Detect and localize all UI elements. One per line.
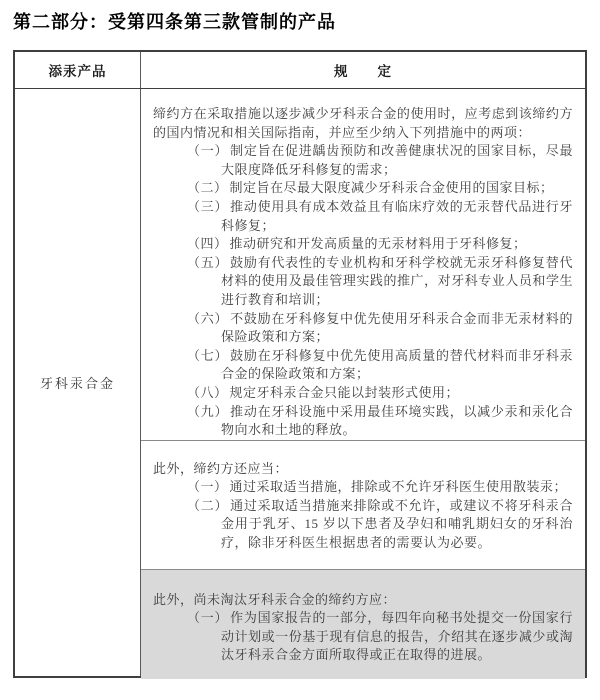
item-marker: （四）: [187, 236, 228, 252]
header-cell-product: 添汞产品: [15, 52, 141, 88]
item-marker: （六）: [187, 310, 229, 326]
item-text: 鼓励在牙科修复中优先使用高质量的替代材料而非牙科汞合金的保险政策和方案；: [221, 347, 573, 382]
list-item: [153, 384, 573, 403]
list-item: [153, 478, 573, 497]
item-text: 作为国家报告的一部分，每四年向秘书处提交一份国家行动计划或一份基于现有信息的报告，介绍其在逐步减少或淘汰牙科汞合金方面所取得或正在取得的进展。: [221, 610, 573, 663]
item-marker: （三）: [187, 198, 229, 214]
item-marker: （九）: [187, 403, 229, 419]
section-intro: 缔约方在采取措施以逐步减少牙科汞合金的使用时，应考虑到该缔约方的国内情况和相关国际指南，并应至少纳入下列措施中的两项：: [153, 106, 573, 140]
item-text: 鼓励有代表性的专业机构和牙科学校就无汞牙科修复替代材料的使用及最佳管理实践的推广，对牙科专业人员和学生进行教育和培训；: [221, 254, 573, 307]
table-body-row: [15, 89, 585, 676]
item-marker: （二）: [187, 497, 229, 513]
item-marker: （八）: [187, 384, 228, 400]
item-text: 不鼓励在牙科修复中优先使用牙科汞合金而非无汞材料的保险政策和方案；: [221, 310, 573, 345]
regulation-section-measures: [141, 89, 585, 440]
list-item: [153, 142, 573, 179]
item-marker: （七）: [187, 347, 229, 363]
item-text: 通过采取适当措施，排除或不允许牙科医生使用散装汞；: [229, 479, 568, 495]
list-item: [153, 609, 573, 665]
list-item: [153, 497, 573, 553]
item-marker: （一）: [187, 479, 228, 495]
list-item: [153, 347, 573, 384]
section-intro: 此外，尚未淘汰牙科汞合金的缔约方应：: [153, 591, 397, 607]
item-marker: （一）: [187, 610, 229, 626]
item-text: 推动研究和开发高质量的无汞材料用于牙科修复；: [229, 236, 527, 252]
item-text: 推动在牙科设施中采用最佳环境实践，以减少汞和汞化合物向水和土地的释放。: [221, 403, 573, 438]
item-text: 规定牙科汞合金只能以封装形式使用；: [229, 384, 460, 400]
product-name-cell: 牙科汞合金: [15, 89, 141, 676]
list-item: [153, 235, 573, 254]
list-item: [153, 403, 573, 440]
page-title: 第二部分：受第四条第三款管制的产品: [13, 12, 336, 32]
list-item: [153, 310, 573, 347]
item-marker: （二）: [187, 180, 228, 196]
header-cell-regulation: 规 定: [334, 64, 392, 79]
table-header-row: [15, 52, 585, 89]
item-text: 制定旨在促进龋齿预防和改善健康状况的国家目标，尽最大限度降低牙科修复的需求；: [221, 143, 573, 177]
regulation-section-additional: [141, 440, 585, 569]
regulation-column: [141, 89, 585, 676]
list-item: [153, 179, 573, 198]
regulation-section-reporting: [141, 569, 585, 679]
product-regulation-table: [13, 50, 587, 678]
item-text: 推动使用具有成本效益且有临床疗效的无汞替代品进行牙科修复；: [221, 198, 573, 233]
list-item: [153, 198, 573, 235]
item-marker: （五）: [187, 254, 229, 270]
item-text: 通过采取适当措施来排除或不允许，或建议不将牙科汞合金用于乳牙、15 岁以下患者及孕妇和哺乳期妇女的牙科治疗，除非牙科医生根据患者的需要认为必要。: [221, 497, 573, 551]
item-marker: （一）: [187, 143, 229, 159]
list-item: [153, 254, 573, 310]
item-text: 制定旨在尽最大限度减少牙科汞合金使用的国家目标；: [229, 180, 554, 196]
section-intro: 此外，缔约方还应当：: [153, 460, 289, 476]
